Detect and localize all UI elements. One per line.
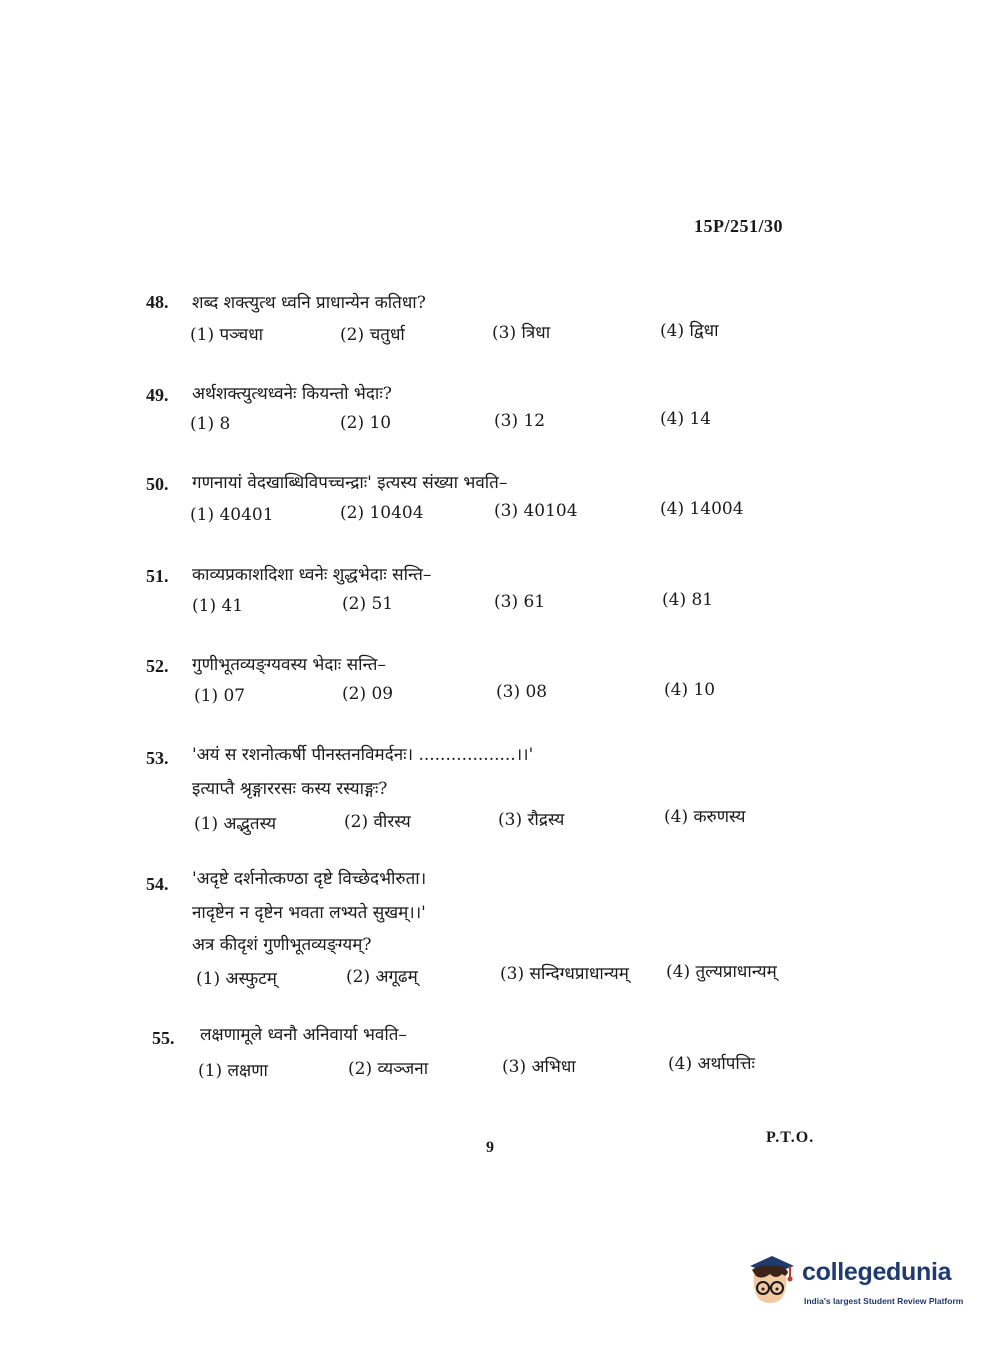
option-4: (4) द्विधा [660,321,719,341]
brand-tagline: India's largest Student Review Platform [804,1296,964,1306]
question-text: शब्द शक्त्युत्थ ध्वनि प्राधान्येन कतिधा? [192,293,426,313]
option-1: (1) 41 [192,596,244,616]
question-text-line-2: नादृष्टेन न दृष्टेन भवता लभ्यते सुखम्।।' [192,903,426,923]
question-text-line-3: अत्र कीदृशं गुणीभूतव्यङ्ग्यम्? [192,935,372,955]
question-text-line-1: 'अयं स रशनोत्कर्षी पीनस्तनविमर्दनः। ..................।।' [192,745,534,765]
option-1: (1) 07 [194,686,246,706]
option-2: (2) वीरस्य [344,812,411,832]
question-number: 49. [146,385,169,405]
question-number: 53. [146,748,169,768]
page-number: 9 [486,1139,494,1156]
option-4: (4) 81 [662,590,714,610]
question-text: गुणीभूतव्यङ्ग्यवस्य भेदाः सन्ति– [192,655,386,675]
question-text-line-2: इत्याप्तै श्रृङ्गाररसः कस्य रस्याङ्गः? [192,779,388,799]
student-mascot-icon [742,1252,798,1308]
option-1: (1) अद्भुतस्य [194,814,277,834]
option-3: (3) रौद्रस्य [498,810,565,830]
option-4: (4) 14004 [660,499,744,519]
collegedunia-watermark [742,1252,972,1316]
option-3: (3) सन्दिग्धप्राधान्यम् [500,964,629,984]
question-number: 51. [146,566,169,586]
question-number: 55. [152,1028,175,1048]
question-number: 48. [146,292,169,312]
option-1: (1) पञ्चधा [190,325,264,345]
option-3: (3) 08 [496,682,548,702]
option-3: (3) 61 [494,592,546,612]
option-1: (1) लक्षणा [198,1061,268,1081]
option-2: (2) अगूढम् [346,967,418,987]
question-text: लक्षणामूले ध्वनौ अनिवार्या भवति– [200,1025,407,1045]
option-1: (1) 8 [190,414,231,434]
option-2: (2) 10 [340,413,392,433]
option-4: (4) अर्थापत्तिः [668,1054,755,1074]
brand-name: collegedunia [802,1258,952,1286]
question-number: 54. [146,874,169,894]
option-2: (2) 09 [342,684,394,704]
paper-code: 15P/251/30 [694,216,783,236]
question-text-line-1: 'अदृष्टे दर्शनोत्कण्ठा दृष्टे विच्छेदभीरुता। [192,869,427,889]
option-2: (2) 10404 [340,503,424,523]
option-2: (2) चतुर्धा [340,325,405,345]
question-number: 50. [146,474,169,494]
option-4: (4) 14 [660,409,712,429]
option-3: (3) त्रिधा [492,323,551,343]
option-1: (1) 40401 [190,505,274,525]
option-2: (2) 51 [342,594,394,614]
option-3: (3) अभिधा [502,1057,576,1077]
option-2: (2) व्यञ्जना [348,1059,429,1079]
question-text: काव्यप्रकाशदिशा ध्वनेः शुद्धभेदाः सन्ति– [192,565,432,585]
option-4: (4) 10 [664,680,716,700]
question-text: अर्थशक्त्युत्थध्वनेः कियन्तो भेदाः? [192,384,392,404]
option-4: (4) तुल्यप्राधान्यम् [666,962,777,982]
option-1: (1) अस्फुटम् [196,969,277,989]
pto-label: P.T.O. [766,1129,815,1146]
option-3: (3) 12 [494,411,546,431]
option-3: (3) 40104 [494,501,578,521]
question-number: 52. [146,656,169,676]
question-text: गणनायां वेदखाब्धिविपच्चन्द्राः' इत्यस्य संख्या भवति– [192,473,508,493]
option-4: (4) करुणस्य [664,807,746,827]
